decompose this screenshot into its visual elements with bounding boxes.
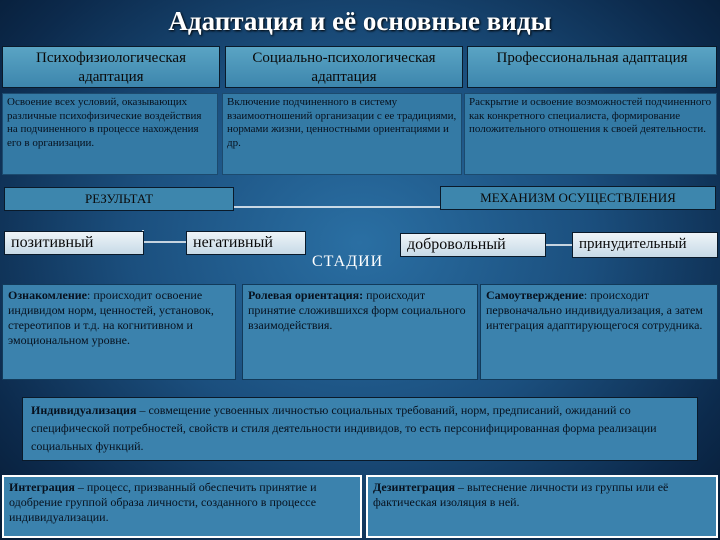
- type-socio-psychological-heading: Социально-психологическая адаптация: [225, 46, 463, 88]
- voluntary-forced-link: [545, 236, 572, 245]
- type-psychophysiological-heading: Психофизиологическая адаптация: [2, 46, 220, 88]
- definition-text: – вытеснение личности из группы или её фактическая изоляция в ней.: [373, 480, 669, 509]
- mechanism-label: МЕХАНИЗМ ОСУЩЕСТВЛЕНИЯ: [440, 186, 716, 210]
- definition-text: – совмещение усвоенных личностью социальных требований, норм, предписаний, ожиданий со специфической потребностей, свойств и стиля деятельности индивидов, то есть персонифицированная форма реализации социальных функций.: [31, 403, 657, 453]
- result-label: РЕЗУЛЬТАТ: [4, 187, 234, 211]
- stage-self-affirmation: [480, 284, 718, 380]
- stages-label: СТАДИИ: [312, 253, 384, 270]
- mechanism-forced: принудительный: [572, 232, 718, 258]
- stage-term: Самоутверждение: [486, 288, 584, 302]
- type-socio-psychological-description: Включение подчиненного в систему взаимоотношений организации с ее традициями, нормами жизни, ценностными ориентациями и др.: [222, 93, 462, 175]
- type-professional-heading: Профессиональная адаптация: [467, 46, 717, 88]
- individualization-definition: [22, 397, 698, 461]
- definition-text: – процесс, призванный обеспечить принятие и одобрение группой образа личности, созданного в процессе индивидуализации.: [9, 480, 317, 524]
- page-title: Адаптация и её основные виды: [168, 6, 552, 36]
- type-psychophysiological-description: Освоение всех условий, оказывающих различные психофизические воздействия на подчиненного в процессе нахождения его в организации.: [2, 93, 218, 175]
- result-positive: позитивный: [4, 231, 144, 255]
- integration-definition: [2, 475, 362, 538]
- stage-text: : происходит освоение индивидом норм, ценностей, установок, стереотипов и т.д. на когнитивном и эмоциональном уровне.: [8, 288, 214, 347]
- stage-familiarization: [2, 284, 236, 380]
- mechanism-voluntary: добровольный: [400, 233, 546, 257]
- definition-term: Дезинтеграция: [373, 480, 456, 494]
- definition-term: Индивидуализация: [31, 403, 137, 417]
- result-mechanism-link: [232, 190, 440, 207]
- stage-text: : происходит первоначально индивидуализация, а затем интеграция адаптирующегося сотрудника.: [486, 288, 703, 332]
- stage-term: Ознакомление: [8, 288, 87, 302]
- definition-term: Интеграция: [9, 480, 75, 494]
- stage-role-orientation: [242, 284, 478, 380]
- stage-term: Ролевая ориентация:: [248, 288, 364, 302]
- positive-negative-link: [143, 230, 186, 242]
- type-professional-description: Раскрытие и освоение возможностей подчиненного как конкретного специалиста, формирование положительного отношения к своей деятельности.: [464, 93, 717, 175]
- result-negative: негативный: [186, 231, 306, 255]
- stage-text: происходит принятие сложившихся форм социального взаимодействия.: [248, 288, 466, 332]
- disintegration-definition: [366, 475, 718, 538]
